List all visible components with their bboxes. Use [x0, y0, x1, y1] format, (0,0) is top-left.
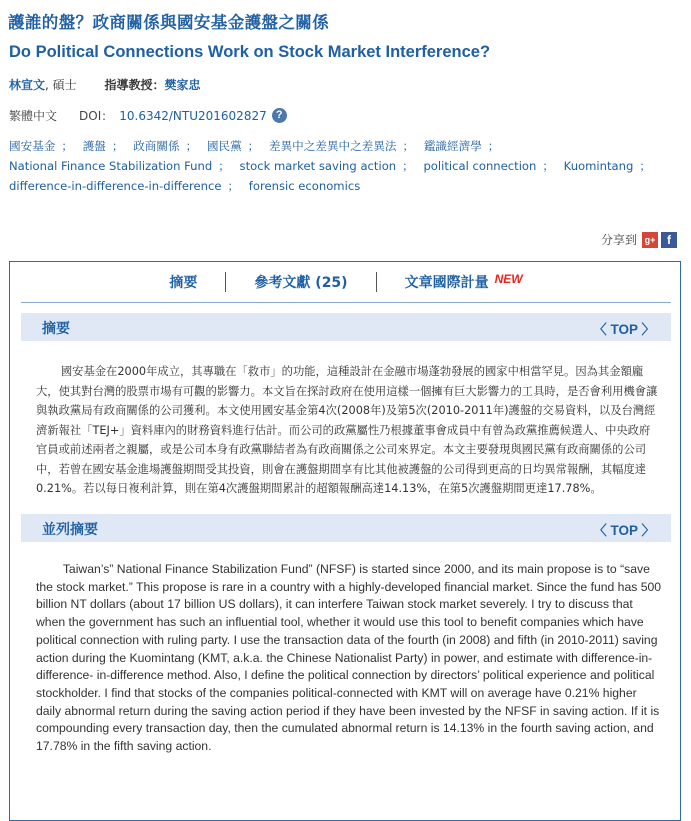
keyword-link[interactable]: 鑑識經濟學	[423, 139, 482, 153]
language-label: 繁體中文	[9, 109, 58, 123]
abstract-text: 國安基金在2000年成立，其專職在「救市」的功能，這種設計在金融市場蓬勃發展的國家中相當罕見。因為其金額龐大，使其對台灣的股票市場有可觀的影響力。本文旨在探討政府在使用這樣一個擁有巨大影響力的工具時，是否會利用機會讓與執政黨局有政商關係的公司獲利。本文使用國安基金第4次(2008年)及第5次(2010-2011年)護盤的交易資料，以及台灣經濟新報社「TEJ+」資料庫內的財務資料進行估計。而公司的政黨屬性乃根據董事會成員中有曾為政黨推薦候選人、中央政府官員或前述兩者之親屬，或是公司本身有政黨聯結者為有政商關係之公司來界定。本文主要發現與國民黨有政商關係的公司中，若曾在國安基金進場護盤期間受其投資，則會在護盤期間享有比其他被護盤的公司得到更高的日均異常報酬，其幅度達0.21%。若以每日複利計算，則在第4次護盤期間累計的超額報酬高達14.13%，在第5次護盤期間更達17.78%。	[36, 365, 658, 495]
facebook-icon[interactable]: f	[661, 232, 677, 248]
tab-abstract[interactable]: 摘要	[169, 275, 198, 291]
advisor-label: 指導教授：	[104, 78, 165, 92]
page-title-zh: 護誰的盤？政商關係與國安基金護盤之關係	[8, 13, 330, 32]
keyword-link[interactable]: Kuomintang	[563, 159, 634, 173]
parallel-abstract-section-header	[21, 514, 671, 542]
googleplus-icon[interactable]: g+	[642, 232, 658, 248]
tab-metrics[interactable]	[405, 272, 523, 292]
help-icon[interactable]: ?	[272, 108, 287, 123]
keyword-link[interactable]: 國安基金	[9, 139, 56, 153]
keyword-separator: ；	[227, 179, 240, 193]
degree-label: , 碩士	[45, 78, 77, 92]
keyword-separator: ；	[185, 139, 198, 153]
tab-bar	[21, 262, 671, 303]
doi-link[interactable]: 10.6342/NTU201602827	[119, 108, 267, 123]
keyword-link[interactable]: National Finance Stabilization Fund	[9, 159, 213, 173]
keyword-separator: ；	[402, 139, 415, 153]
parallel-abstract-text: Taiwan’s” National Finance Stabilization Fund” (NFSF) is started since 2000, and its main propose is to “save the stock market.” This propose is rare in a country with a highly-developed financial market. Since the fund has 500 billion NT dollars (about 17 billion US dollars), it can interfere Taiwan stock market severely. I try to discuss that when the government has such an influential tool, whether it would use this tool to benefit companies which have political connection with ruling party. I use the transaction data of the fourth (in 2008) and fifth (in 2010-2011) saving action during the Kuomintang (KMT, a.k.a. the Chinese Nationalist Party) in power, and estimate with difference-in-difference- in-difference method. Also, I define the political connection by directors’ political experience and political stockholder. I find that stocks of the companies political-connected with KMT will on average have 0.21% higher daily abnormal return during the saving action period if they have been invested by the NFSF in saving action. If it is compounding every transaction day, then the cumulated abnormal return is 14.13% in the fourth saving action, and 17.78% in the fifth saving action.	[36, 562, 662, 754]
keyword-link[interactable]: 政商關係	[133, 139, 180, 153]
keyword-link[interactable]: difference-in-difference-in-difference	[9, 179, 222, 193]
keyword-separator: ；	[402, 159, 414, 173]
tab-divider	[376, 272, 377, 292]
new-badge: NEW	[494, 272, 523, 286]
keyword-separator: ；	[247, 139, 260, 153]
share-bar	[601, 231, 677, 248]
author-link[interactable]: 林宣文	[9, 78, 46, 92]
keyword-separator: ；	[218, 159, 230, 173]
page-title-en: Do Political Connections Work on Stock Market Interference?	[9, 43, 491, 61]
tab-references[interactable]: 參考文獻 (25)	[254, 275, 348, 291]
parallel-abstract-top-link[interactable]: 〈 TOP 〉	[593, 523, 655, 538]
doi-label: DOI：	[79, 109, 114, 123]
share-label: 分享到	[601, 233, 638, 247]
keyword-separator: ；	[111, 139, 124, 153]
keyword-link[interactable]: 差異中之差異中之差異法	[268, 139, 397, 153]
keyword-separator: ；	[639, 159, 651, 173]
keyword-link[interactable]: forensic economics	[248, 179, 361, 193]
keyword-separator: ；	[542, 159, 554, 173]
abstract-top-link[interactable]: 〈 TOP 〉	[593, 322, 655, 337]
keyword-link[interactable]: 國民黨	[206, 139, 242, 153]
parallel-abstract-heading: 並列摘要	[42, 522, 98, 538]
author-line	[9, 76, 201, 93]
keyword-link[interactable]: stock market saving action	[239, 159, 397, 173]
keyword-link[interactable]: political connection	[423, 159, 537, 173]
keyword-separator: ；	[61, 139, 73, 153]
tab-metrics-label: 文章國際計量	[404, 275, 489, 291]
keyword-list	[9, 136, 681, 196]
advisor-link[interactable]: 樊家忠	[164, 78, 201, 92]
meta-line	[9, 107, 287, 124]
keyword-link[interactable]: 護盤	[82, 139, 106, 153]
content-panel	[9, 261, 681, 821]
keyword-separator: ；	[487, 139, 500, 153]
tab-divider	[225, 272, 226, 292]
abstract-heading: 摘要	[42, 321, 70, 337]
abstract-section-header	[21, 313, 671, 341]
